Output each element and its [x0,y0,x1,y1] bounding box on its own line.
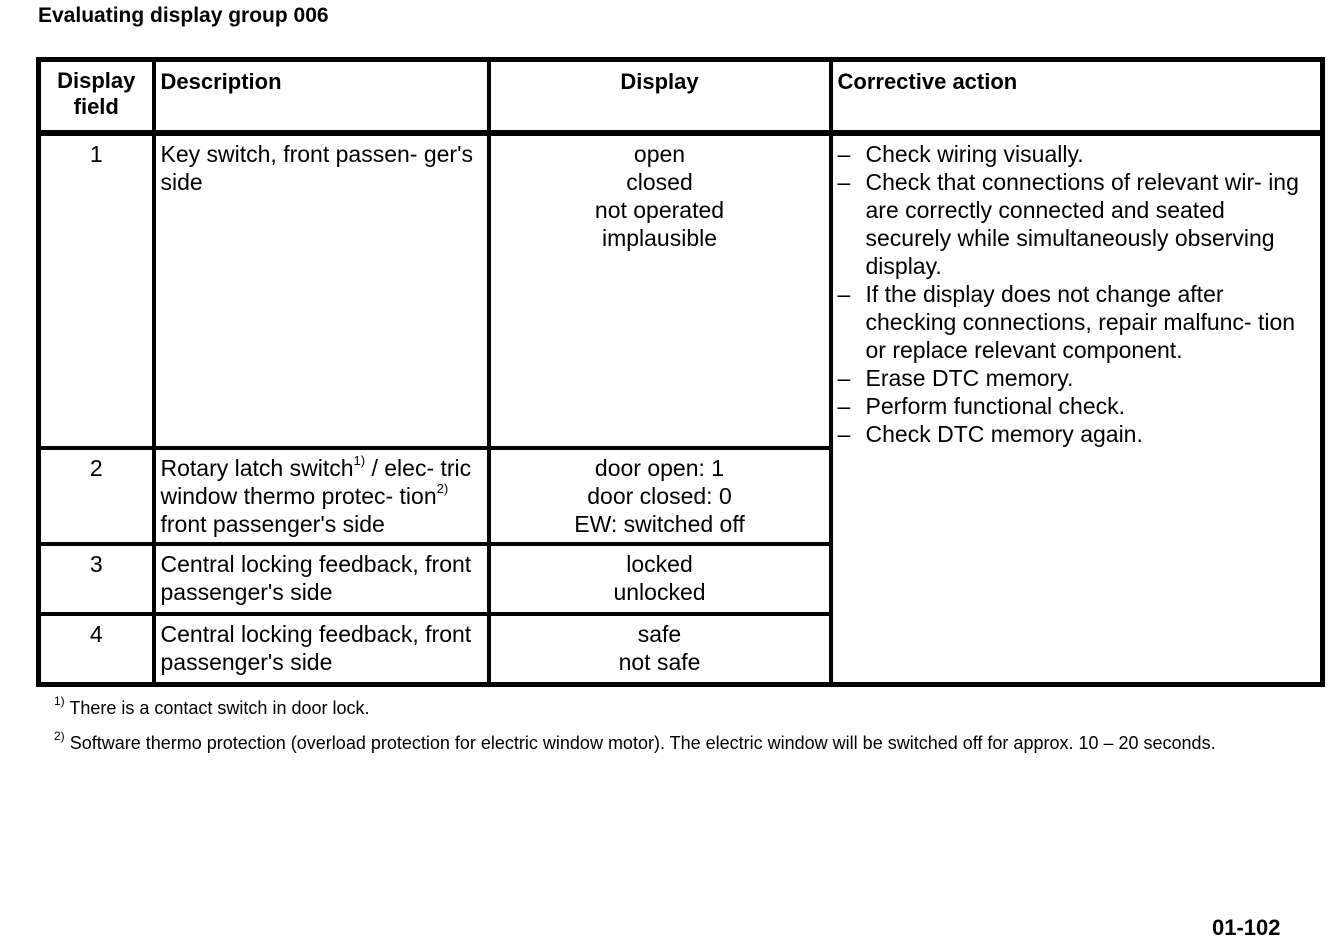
description-text: / elec- tric window thermo protec- tion [160,455,472,509]
display-value: door closed: 0 [587,483,732,509]
display-value: implausible [601,225,718,251]
corrective-action-list [838,140,1316,448]
display-value: unlocked [613,579,706,605]
list-item: – Check wiring visually. [838,140,1316,168]
table-row [39,133,1323,448]
footnote-text: There is a contact switch in door lock. [69,698,370,718]
footnote-2 [54,729,1319,755]
list-item: – Check that connections of relevant wir- ing are correctly connected and seated securely while simultaneously observing display. [838,168,1316,280]
display-value: door open: 1 [594,455,725,481]
display-value: not operated [594,197,725,223]
list-item: – Check DTC memory again. [838,420,1316,448]
header-display: Display [489,60,831,134]
table-header-row [39,60,1323,134]
description-cell [154,448,489,544]
evaluation-table [36,57,1325,687]
footnote-ref: 2) [436,481,449,497]
corrective-action-cell [831,133,1323,685]
display-value: EW: switched off [574,511,745,537]
footnote-ref: 1) [353,453,366,469]
page-title: Evaluating display group 006 [38,4,329,27]
list-item: – Erase DTC memory. [838,364,1316,392]
display-field-cell: 3 [39,544,154,614]
footnote-mark: 1) [54,694,65,708]
description-text: Rotary latch switch [160,455,354,481]
display-cell [489,448,831,544]
footnote-1 [54,694,370,720]
description-cell: Central locking feedback, front passenger's side [154,614,489,685]
display-value: closed [626,169,693,195]
display-cell [489,544,831,614]
footnote-text: Software thermo protection (overload protection for electric window motor). The electric window will be switched off for approx. 10 – 20 seconds. [69,733,1216,753]
description-cell: Central locking feedback, front passenger's side [154,544,489,614]
display-field-cell: 2 [39,448,154,544]
header-description: Description [154,60,489,134]
display-value: open [633,141,686,167]
display-value: safe [637,621,682,647]
list-item: – Perform functional check. [838,392,1316,420]
display-field-cell: 4 [39,614,154,685]
display-field-cell: 1 [39,133,154,448]
header-corrective-action: Corrective action [831,60,1323,134]
header-display-field: Display field [39,60,154,134]
display-value: locked [626,551,693,577]
page-number: 01-102 [1212,915,1281,940]
list-item: – If the display does not change after checking connections, repair malfunc- tion or replace relevant component. [838,280,1316,364]
description-text: front passenger's side [160,511,385,537]
display-value: not safe [618,649,701,675]
footnote-mark: 2) [54,729,65,743]
display-cell [489,133,831,448]
description-cell: Key switch, front passen- ger's side [154,133,489,448]
display-cell [489,614,831,685]
